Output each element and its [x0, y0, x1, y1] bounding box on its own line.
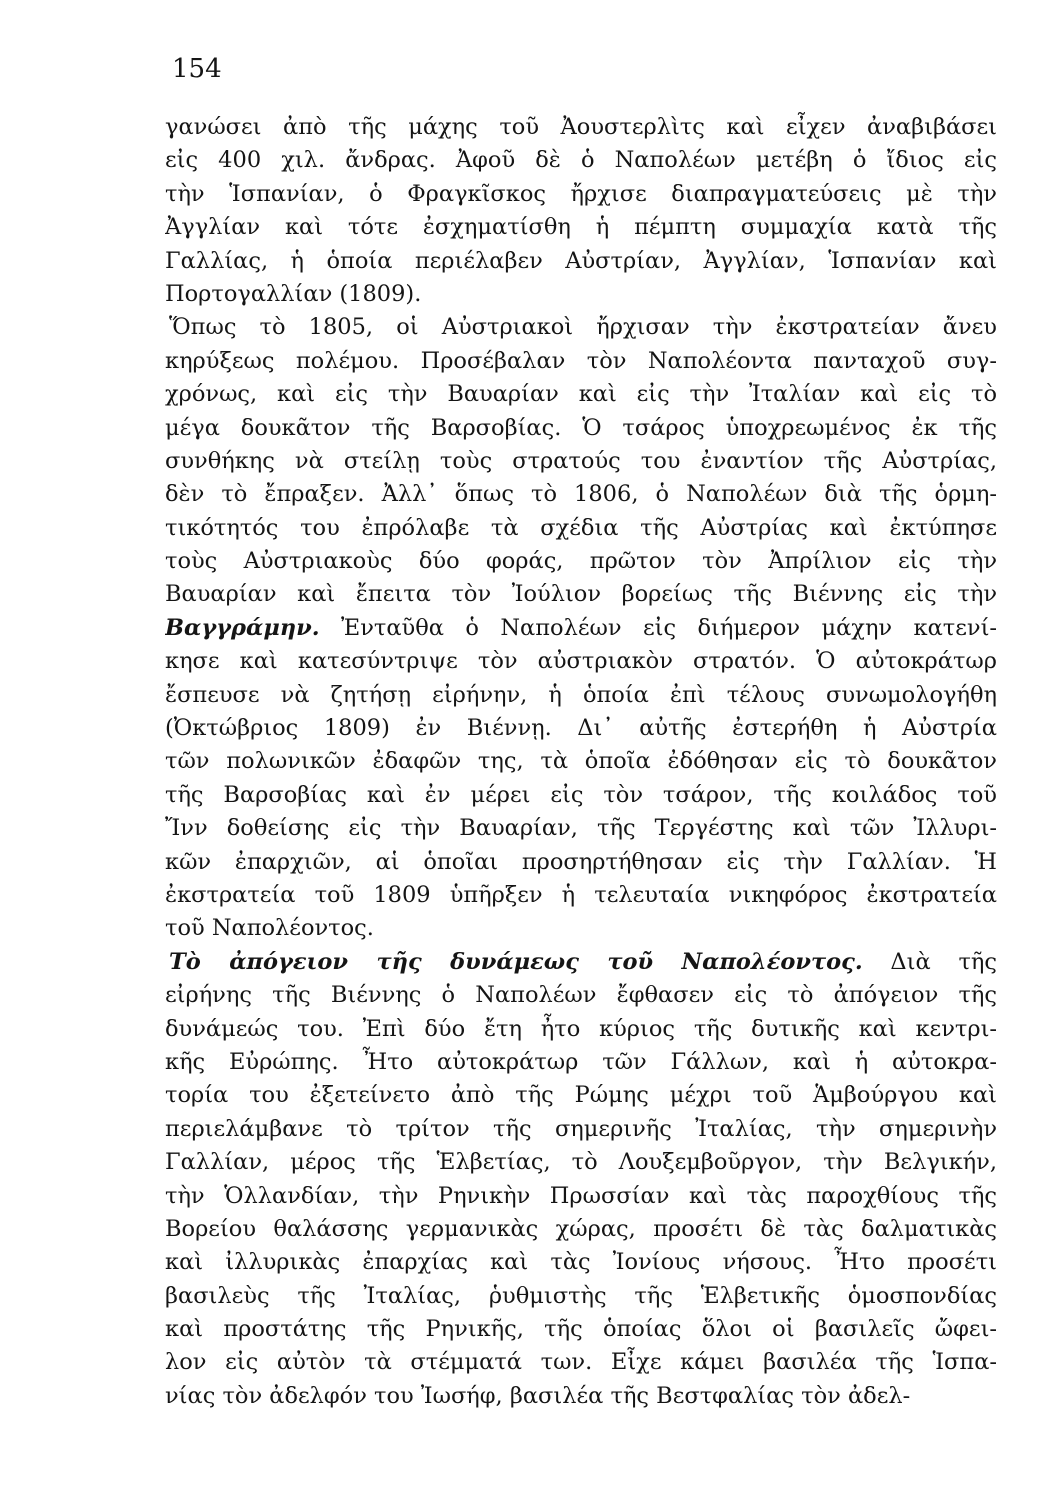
text-line: εἰρήνης τῆς Βιέννης ὁ Ναπολέων ἔφθασεν εἰς τὸ ἀπόγειον τῆς: [165, 982, 997, 1009]
text-line: δυνάμεώς του. Ἐπὶ δύο ἔτη ἦτο κύριος τῆς δυτικῆς καὶ κεντρι-: [165, 1015, 997, 1042]
text-line: δὲν τὸ ἔπραξεν. Ἀλλ᾽ ὅπως τὸ 1806, ὁ Ναπολέων διὰ τῆς ὁρμη-: [165, 481, 997, 508]
text-line: τὴν Ἱσπανίαν, ὁ Φραγκῖσκος ἤρχισε διαπραγματεύσεις μὲ τὴν: [165, 180, 997, 207]
text-line: κῆς Εὐρώπης. Ἦτο αὐτοκράτωρ τῶν Γάλλων, καὶ ἡ αὐτοκρα-: [165, 1048, 997, 1075]
text-line: Βορείου θαλάσσης γερμανικὰς χώρας, προσέτι δὲ τὰς δαλματικὰς: [165, 1215, 997, 1242]
text-line: Ἴνν δοθείσης εἰς τὴν Βαυαρίαν, τῆς Τεργέστης καὶ τῶν Ἰλλυρι-: [165, 815, 997, 842]
text-line: τορία του ἐξετείνετο ἀπὸ τῆς Ρώμης μέχρι τοῦ Ἁμβούργου καὶ: [165, 1082, 997, 1109]
text-line: (Ὀκτώβριος 1809) ἐν Βιέννῃ. Δι᾽ αὐτῆς ἐστερήθη ἡ Αὐστρία: [165, 715, 997, 742]
text-line: τῆς Βαρσοβίας καὶ ἐν μέρει εἰς τὸν τσάρον, τῆς κοιλάδος τοῦ: [165, 781, 997, 808]
text-line: νίας τὸν ἀδελφόν του Ἰωσήφ, βασιλέα τῆς Βεστφαλίας τὸν ἀδελ-: [165, 1382, 911, 1409]
text-line: περιελάμβανε τὸ τρίτον τῆς σημερινῆς Ἰταλίας, τὴν σημερινὴν: [165, 1115, 997, 1142]
text-line: χρόνως, καὶ εἰς τὴν Βαυαρίαν καὶ εἰς τὴν Ἰταλίαν καὶ εἰς τὸ: [165, 381, 997, 408]
text-line: ἐκστρατεία τοῦ 1809 ὑπῆρξεν ἡ τελευταία νικηφόρος ἐκστρατεία: [165, 881, 997, 908]
text-line: καὶ ἰλλυρικὰς ἐπαρχίας καὶ τὰς Ἰονίους νήσους. Ἦτο προσέτι: [165, 1249, 997, 1276]
text-line: τὴν Ὁλλανδίαν, τὴν Ρηνικὴν Πρωσσίαν καὶ τὰς παροχθίους τῆς: [165, 1182, 997, 1209]
text-line: ἔσπευσε νὰ ζητήσῃ εἰρήνην, ἡ ὁποία ἐπὶ τέλους συνωμολογήθη: [165, 681, 997, 708]
text-line: καὶ προστάτης τῆς Ρηνικῆς, τῆς ὁποίας ὅλοι οἱ βασιλεῖς ὤφει-: [165, 1316, 997, 1343]
text-line: κησε καὶ κατεσύντριψε τὸν αὐστριακὸν στρατόν. Ὁ αὐτοκράτωρ: [165, 648, 997, 675]
text-line: βασιλεὺς τῆς Ἰταλίας, ῥυθμιστὴς τῆς Ἑλβετικῆς ὁμοσπονδίας: [165, 1282, 997, 1309]
text-line: εἰς 400 χιλ. ἄνδρας. Ἀφοῦ δὲ ὁ Ναπολέων μετέβη ὁ ἴδιος εἰς: [165, 147, 997, 174]
text-line: μέγα δουκᾶτον τῆς Βαρσοβίας. Ὁ τσάρος ὑποχρεωμένος ἐκ τῆς: [165, 414, 997, 441]
text-line: τικότητός του ἐπρόλαβε τὰ σχέδια τῆς Αὐστρίας καὶ ἐκτύπησε: [165, 514, 997, 541]
emphasis-text: Τὸ ἀπόγειον τῆς δυνάμεως τοῦ Ναπολέοντος.: [169, 948, 863, 975]
text-line: τῶν πολωνικῶν ἐδαφῶν της, τὰ ὁποῖα ἐδόθησαν εἰς τὸ δουκᾶτον: [165, 748, 997, 775]
text-line: γανώσει ἀπὸ τῆς μάχης τοῦ Ἀουστερλὶτς καὶ εἶχεν ἀναβιβάσει: [165, 114, 997, 140]
text-line: Γαλλίας, ἡ ὁποία περιέλαβεν Αὐστρίαν, Ἀγγλίαν, Ἱσπανίαν καὶ: [165, 247, 997, 274]
page-number: 154: [172, 54, 222, 84]
text-line: Πορτογαλλίαν (1809).: [165, 280, 422, 307]
text-line: κηρύξεως πολέμου. Προσέβαλαν τὸν Ναπολέοντα πανταχοῦ συγ-: [165, 347, 997, 374]
text-line: Ὅπως τὸ 1805, οἱ Αὐστριακοὶ ἤρχισαν τὴν ἐκστρατείαν ἄνευ: [169, 314, 997, 341]
text-line: Γαλλίαν, μέρος τῆς Ἑλβετίας, τὸ Λουξεμβοῦργον, τὴν Βελγικήν,: [165, 1149, 997, 1176]
text-line: Τὸ ἀπόγειον τῆς δυνάμεως τοῦ Ναπολέοντος. Διὰ τῆς: [169, 948, 997, 975]
text-line: λον εἰς αὐτὸν τὰ στέμματά των. Εἶχε κάμει βασιλέα τῆς Ἱσπα-: [165, 1349, 997, 1376]
text-line: Βαυαρίαν καὶ ἔπειτα τὸν Ἰούλιον βορείως τῆς Βιέννης εἰς τὴν: [165, 581, 997, 608]
emphasis-text: Βαγγράμην.: [165, 614, 320, 641]
text-line: κῶν ἐπαρχιῶν, αἱ ὁποῖαι προσηρτήθησαν εἰς τὴν Γαλλίαν. Ἡ: [165, 848, 997, 875]
body-text: [165, 111, 997, 1413]
text-line: Ἀγγλίαν καὶ τότε ἐσχηματίσθη ἡ πέμπτη συμμαχία κατὰ τῆς: [165, 214, 997, 241]
text-line: τοῦ Ναπολέοντος.: [165, 915, 374, 942]
text-line: τοὺς Αὐστριακοὺς δύο φοράς, πρῶτον τὸν Ἀπρίλιον εἰς τὴν: [165, 548, 997, 575]
text-line: Βαγγράμην. Ἐνταῦθα ὁ Ναπολέων εἰς διήμερον μάχην κατενί-: [165, 614, 997, 641]
text-line: συνθήκης νὰ στείλῃ τοὺς στρατούς του ἐναντίον τῆς Αὐστρίας,: [165, 447, 997, 474]
